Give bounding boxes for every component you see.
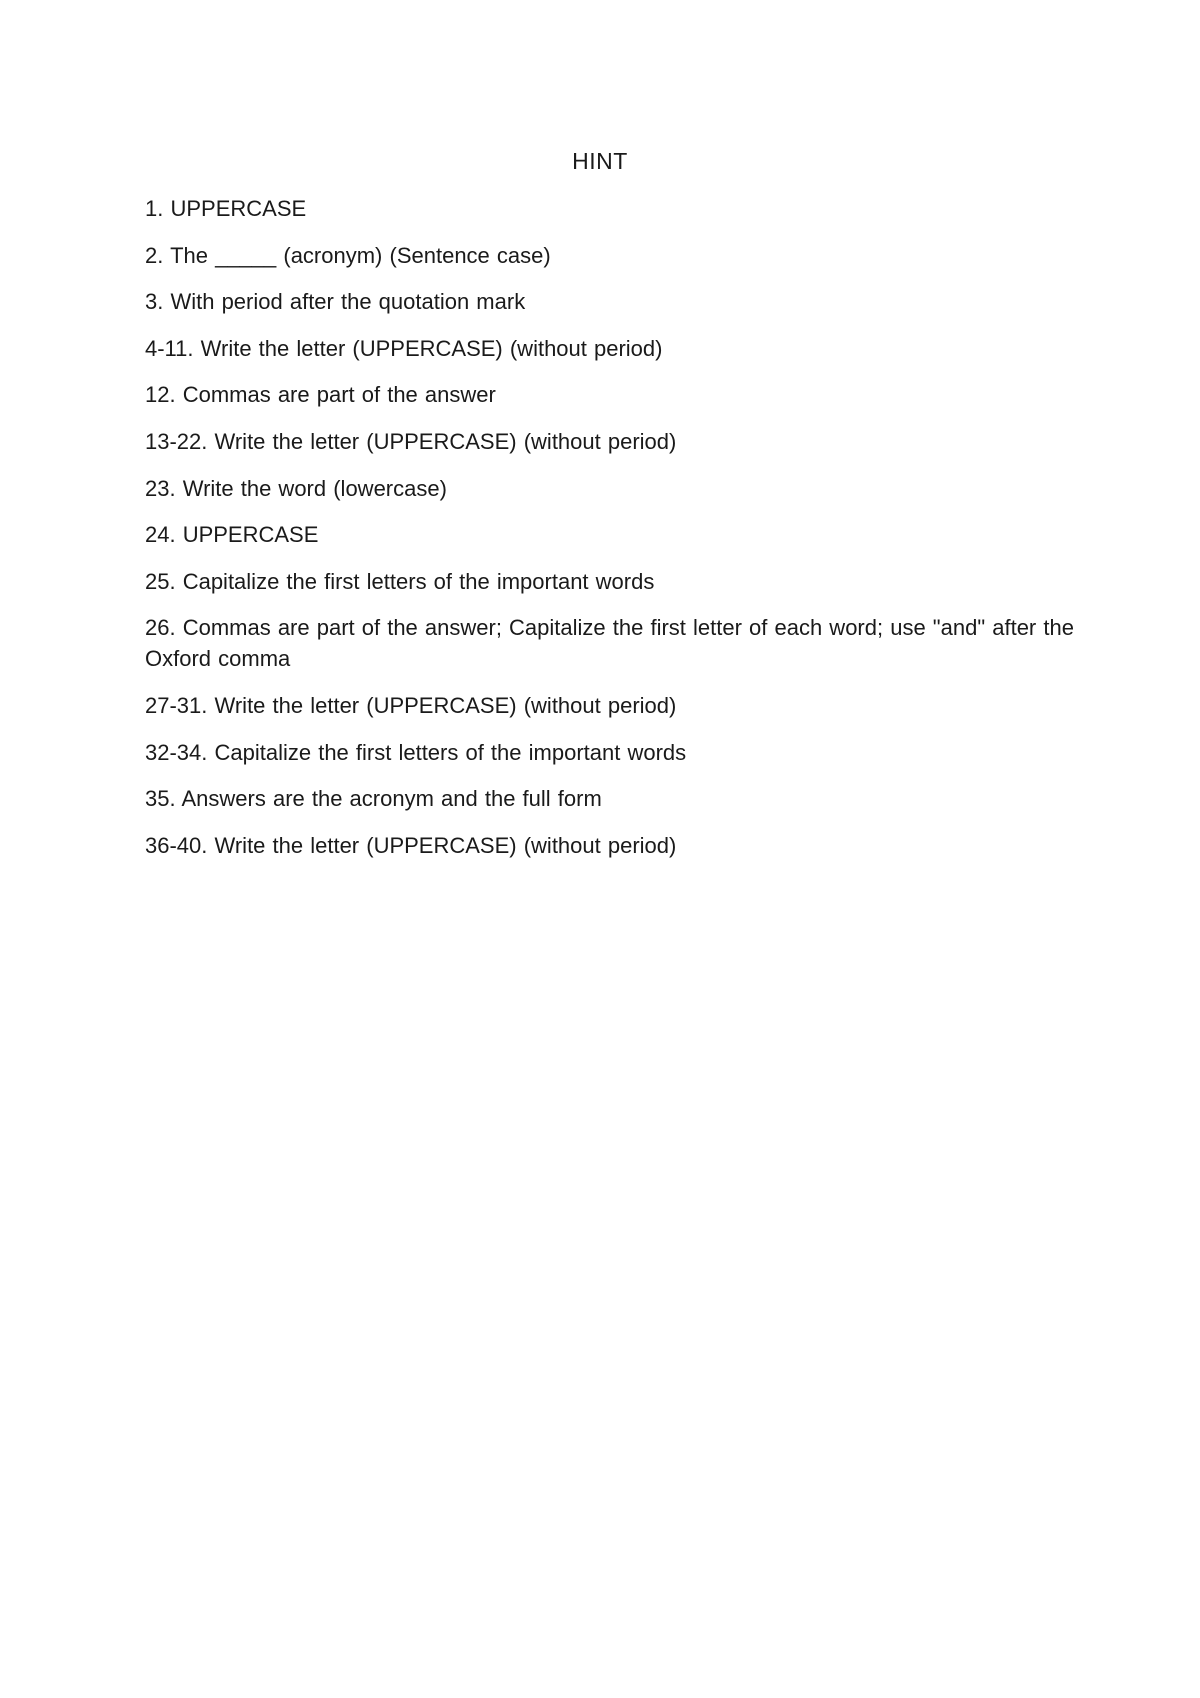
hint-item-32-34: 32-34. Capitalize the first letters of the important words [145, 739, 687, 765]
hint-item-27-31: 27-31. Write the letter (UPPERCASE) (without period) [145, 692, 677, 718]
hint-item-23: 23. Write the word (lowercase) [145, 475, 447, 501]
hint-item-13-22: 13-22. Write the letter (UPPERCASE) (without period) [145, 428, 677, 454]
hint-item-3: 3. With period after the quotation mark [145, 289, 526, 315]
hint-item-26: 26. Commas are part of the answer; Capitalize the first letter of each word; use "and" after the Oxford comma [145, 615, 1074, 672]
hint-item-12: 12. Commas are part of the answer [145, 382, 496, 408]
hint-item-2: 2. The _____ (acronym) (Sentence case) [145, 242, 551, 268]
hint-item-24: 24. UPPERCASE [145, 522, 319, 548]
hint-item-36-40: 36-40. Write the letter (UPPERCASE) (without period) [145, 832, 677, 858]
hint-list [145, 193, 1075, 876]
page-title: HINT [572, 148, 628, 174]
hint-item-25: 25. Capitalize the first letters of the important words [145, 568, 655, 594]
hint-item-1: 1. UPPERCASE [145, 196, 307, 221]
hint-item-35: 35. Answers are the acronym and the full form [145, 786, 602, 812]
hint-item-4-11: 4-11. Write the letter (UPPERCASE) (without period) [145, 335, 663, 361]
